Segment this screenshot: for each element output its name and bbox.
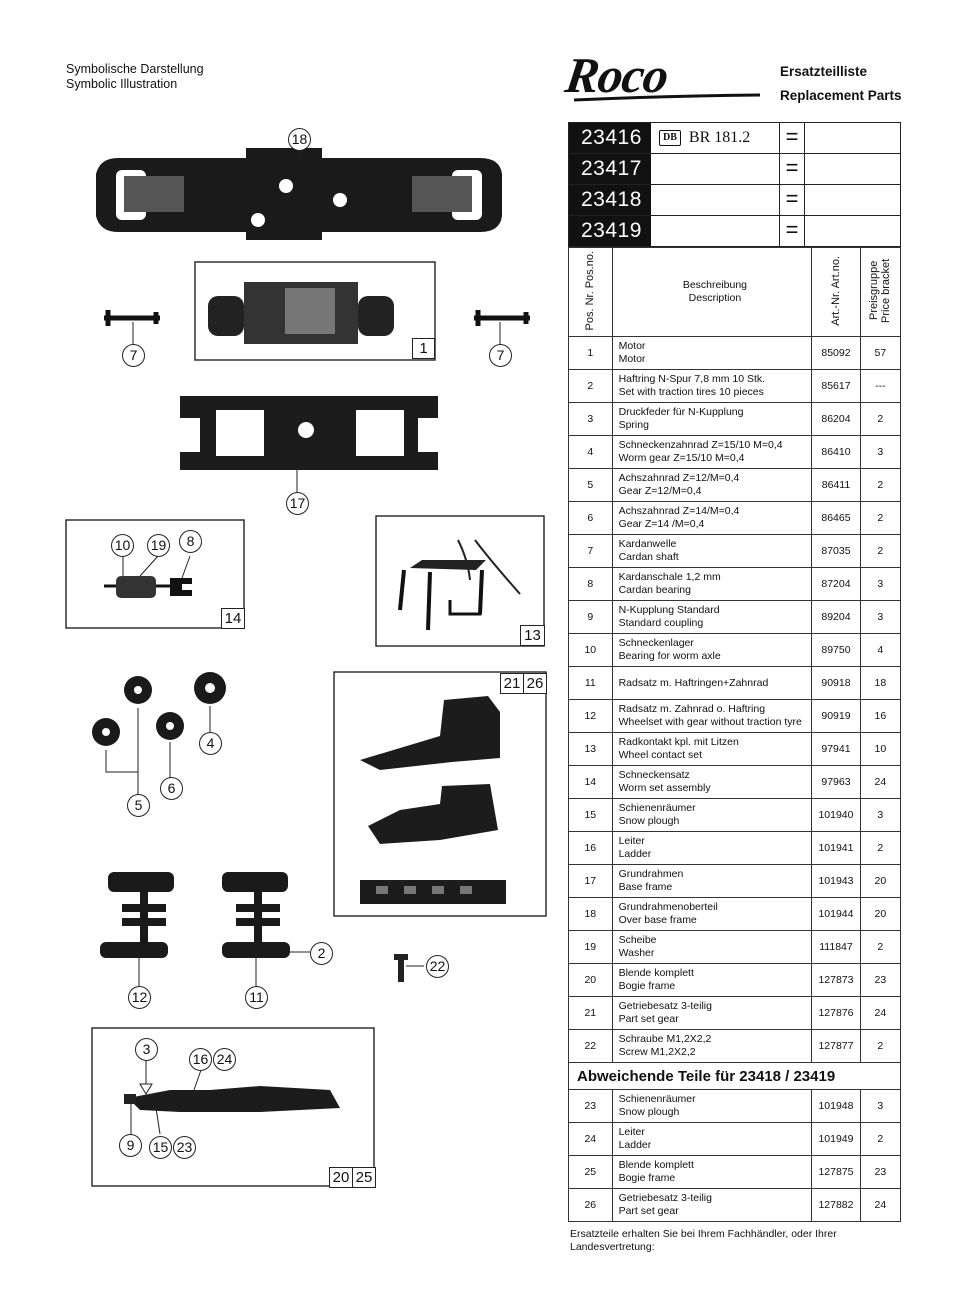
table-row <box>569 1189 901 1222</box>
row-desc-de: Getriebesatz 3-teilig <box>618 1192 712 1204</box>
tag-25: 25 <box>352 1167 376 1188</box>
row-desc-en: Motor <box>618 353 646 365</box>
row-desc-en: Worm gear Z=15/10 M=0,4 <box>618 452 745 464</box>
row-desc-de: Motor <box>618 340 646 352</box>
row-price: 3 <box>860 1090 900 1123</box>
illustration-caption <box>66 62 204 92</box>
col-desc-en: Description <box>688 292 742 304</box>
row-desc-de: Schneckenlager <box>618 637 694 649</box>
row-pos: 11 <box>569 667 613 700</box>
table-row <box>569 997 901 1030</box>
col-art: Art.-Nr. Art.no. <box>829 255 842 326</box>
tag-13: 13 <box>520 625 545 646</box>
row-art: 111847 <box>812 931 860 964</box>
article-desc <box>651 216 779 246</box>
row-art: 86411 <box>812 469 860 502</box>
row-desc-de: Kardanschale 1,2 mm <box>618 571 721 583</box>
row-desc <box>612 1090 812 1123</box>
row-desc-de: Radsatz m. Zahnrad o. Haftring <box>618 703 766 715</box>
row-pos: 4 <box>569 436 613 469</box>
tag-21: 21 <box>500 673 524 694</box>
tag-1: 1 <box>412 338 435 359</box>
row-desc <box>612 601 812 634</box>
row-price: 4 <box>860 634 900 667</box>
row-art: 127876 <box>812 997 860 1030</box>
row-desc-de: Leiter <box>618 835 645 847</box>
callout-18: 18 <box>288 128 311 151</box>
row-desc <box>612 997 812 1030</box>
row-price: 2 <box>860 403 900 436</box>
table-row <box>569 337 901 370</box>
row-desc <box>612 436 812 469</box>
tag-14: 14 <box>221 608 245 629</box>
row-pos: 3 <box>569 403 613 436</box>
footer-line1: Ersatzteile erhalten Sie bei Ihrem Fachhändler, oder Ihrer <box>570 1228 837 1240</box>
article-model: BR 181.2 <box>688 129 751 146</box>
row-desc-en: Bogie frame <box>618 980 676 992</box>
row-pos: 8 <box>569 568 613 601</box>
row-pos: 16 <box>569 832 613 865</box>
title-en: Replacement Parts <box>780 88 902 103</box>
col-desc-de: Beschreibung <box>682 279 748 291</box>
row-price: 2 <box>860 1030 900 1063</box>
callout-10: 10 <box>111 534 134 557</box>
col-price: Preisgruppe Price bracket <box>868 258 893 323</box>
row-pos: 15 <box>569 799 613 832</box>
row-desc-de: Radkontakt kpl. mit Litzen <box>618 736 739 748</box>
article-row <box>568 184 901 215</box>
parts-table <box>568 247 901 1222</box>
row-desc-de: Achszahnrad Z=12/M=0,4 <box>618 472 740 484</box>
row-desc <box>612 370 812 403</box>
tag-20: 20 <box>329 1167 353 1188</box>
row-desc <box>612 667 812 700</box>
row-desc-en: Wheelset with gear without traction tyre <box>618 716 802 728</box>
row-price: 2 <box>860 1123 900 1156</box>
roco-logo: Roco <box>562 47 672 103</box>
row-desc-de: Schneckenzahnrad Z=15/10 M=0,4 <box>618 439 783 451</box>
caption-en: Symbolic Illustration <box>66 77 178 91</box>
equals-sign: = <box>779 185 805 215</box>
row-price: 23 <box>860 964 900 997</box>
row-desc-en: Bearing for worm axle <box>618 650 721 662</box>
row-desc <box>612 799 812 832</box>
row-desc-en: Cardan bearing <box>618 584 691 596</box>
callout-3: 3 <box>135 1038 158 1061</box>
article-desc <box>651 185 779 215</box>
row-desc <box>612 898 812 931</box>
row-desc-de: Druckfeder für N-Kupplung <box>618 406 744 418</box>
row-desc-en: Washer <box>618 947 655 959</box>
row-desc-en: Ladder <box>618 1139 652 1151</box>
table-row <box>569 469 901 502</box>
table-row <box>569 1123 901 1156</box>
parts-rows-alt <box>569 1090 901 1222</box>
article-desc <box>651 123 779 153</box>
article-number: 23418 <box>569 185 651 215</box>
row-art: 101941 <box>812 832 860 865</box>
row-pos: 7 <box>569 535 613 568</box>
row-desc-de: Grundrahmen <box>618 868 684 880</box>
row-pos: 10 <box>569 634 613 667</box>
callout-22: 22 <box>426 955 449 978</box>
row-art: 85617 <box>812 370 860 403</box>
row-desc-de: Grundrahmenoberteil <box>618 901 718 913</box>
row-desc <box>612 700 812 733</box>
row-desc-en: Ladder <box>618 848 652 860</box>
table-row <box>569 667 901 700</box>
row-price: 24 <box>860 997 900 1030</box>
callout-6: 6 <box>160 777 183 800</box>
subheading: Abweichende Teile für 23418 / 23419 <box>569 1063 901 1090</box>
row-desc <box>612 502 812 535</box>
row-desc-en: Standard coupling <box>618 617 704 629</box>
table-row <box>569 436 901 469</box>
row-desc <box>612 568 812 601</box>
document-title <box>780 60 902 108</box>
row-price: 20 <box>860 865 900 898</box>
row-art: 127882 <box>812 1189 860 1222</box>
row-art: 101944 <box>812 898 860 931</box>
article-number: 23419 <box>569 216 651 246</box>
row-desc-de: Radsatz m. Haftringen+Zahnrad <box>618 676 769 689</box>
row-art: 101948 <box>812 1090 860 1123</box>
row-pos: 14 <box>569 766 613 799</box>
row-art: 86204 <box>812 403 860 436</box>
callout-5: 5 <box>127 794 150 817</box>
callout-7: 7 <box>489 344 512 367</box>
col-pos: Pos. Nr. Pos.no. <box>584 250 597 331</box>
equals-sign: = <box>779 154 805 184</box>
row-desc-en: Set with traction tires 10 pieces <box>618 386 764 398</box>
row-art: 97941 <box>812 733 860 766</box>
row-pos: 6 <box>569 502 613 535</box>
article-number: 23416 <box>569 123 651 153</box>
row-desc <box>612 733 812 766</box>
row-price: 2 <box>860 931 900 964</box>
row-desc-en: Gear Z=12/M=0,4 <box>618 485 702 497</box>
parts-rows <box>569 337 901 1063</box>
row-desc-en: Screw M1,2X2,2 <box>618 1046 696 1058</box>
table-row <box>569 898 901 931</box>
row-price: 20 <box>860 898 900 931</box>
article-number: 23417 <box>569 154 651 184</box>
row-art: 86465 <box>812 502 860 535</box>
row-desc-de: Schraube M1,2X2,2 <box>618 1033 712 1045</box>
row-pos: 23 <box>569 1090 613 1123</box>
row-art: 101943 <box>812 865 860 898</box>
row-price: 2 <box>860 502 900 535</box>
callout-2: 2 <box>310 942 333 965</box>
callout-16: 16 <box>189 1048 212 1071</box>
row-desc-en: Snow plough <box>618 815 680 827</box>
article-block <box>568 122 901 247</box>
table-row <box>569 766 901 799</box>
article-row <box>568 122 901 153</box>
row-price: 3 <box>860 436 900 469</box>
table-row <box>569 865 901 898</box>
table-row <box>569 370 901 403</box>
equals-sign: = <box>779 216 805 246</box>
table-row <box>569 634 901 667</box>
row-desc-de: Schienenräumer <box>618 802 696 814</box>
row-desc <box>612 634 812 667</box>
row-price: 24 <box>860 1189 900 1222</box>
row-desc-en: Snow plough <box>618 1106 680 1118</box>
row-price: 24 <box>860 766 900 799</box>
callout-4: 4 <box>199 732 222 755</box>
row-price: 2 <box>860 469 900 502</box>
caption-de: Symbolische Darstellung <box>66 62 204 76</box>
callout-15: 15 <box>149 1136 172 1159</box>
table-row <box>569 502 901 535</box>
row-desc <box>612 832 812 865</box>
callout-24: 24 <box>213 1048 236 1071</box>
table-row <box>569 535 901 568</box>
row-art: 89204 <box>812 601 860 634</box>
row-desc-en: Gear Z=14 /M=0,4 <box>618 518 705 530</box>
footer-note <box>570 1228 837 1254</box>
row-desc-de: Schienenräumer <box>618 1093 696 1105</box>
table-row <box>569 733 901 766</box>
db-badge: DB <box>659 130 681 146</box>
row-desc <box>612 1123 812 1156</box>
row-desc-de: Kardanwelle <box>618 538 677 550</box>
row-desc-en: Over base frame <box>618 914 697 926</box>
row-desc <box>612 469 812 502</box>
table-row <box>569 1156 901 1189</box>
callout-23: 23 <box>173 1136 196 1159</box>
row-art: 87035 <box>812 535 860 568</box>
parts-list <box>568 122 901 1222</box>
table-row <box>569 700 901 733</box>
table-row <box>569 799 901 832</box>
table-row <box>569 403 901 436</box>
row-desc-en: Spring <box>618 419 649 431</box>
row-art: 89750 <box>812 634 860 667</box>
row-desc-en: Cardan shaft <box>618 551 679 563</box>
row-art: 87204 <box>812 568 860 601</box>
row-desc <box>612 1156 812 1189</box>
row-desc-en: Part set gear <box>618 1013 679 1025</box>
row-pos: 24 <box>569 1123 613 1156</box>
row-price: 23 <box>860 1156 900 1189</box>
row-pos: 1 <box>569 337 613 370</box>
row-desc <box>612 865 812 898</box>
title-de: Ersatzteilliste <box>780 64 868 79</box>
row-price: 57 <box>860 337 900 370</box>
callout-11: 11 <box>245 986 268 1009</box>
row-desc-de: Blende komplett <box>618 1159 694 1171</box>
row-desc-de: N-Kupplung Standard <box>618 604 720 616</box>
row-desc <box>612 337 812 370</box>
row-art: 127873 <box>812 964 860 997</box>
row-art: 85092 <box>812 337 860 370</box>
callout-8: 8 <box>179 530 202 553</box>
row-desc <box>612 403 812 436</box>
row-desc <box>612 1189 812 1222</box>
row-desc <box>612 964 812 997</box>
row-pos: 21 <box>569 997 613 1030</box>
row-pos: 12 <box>569 700 613 733</box>
table-row <box>569 1030 901 1063</box>
row-desc-de: Blende komplett <box>618 967 694 979</box>
row-pos: 5 <box>569 469 613 502</box>
row-price: 3 <box>860 601 900 634</box>
row-pos: 26 <box>569 1189 613 1222</box>
equals-sign: = <box>779 123 805 153</box>
row-pos: 18 <box>569 898 613 931</box>
row-price: 10 <box>860 733 900 766</box>
row-pos: 25 <box>569 1156 613 1189</box>
logo-swash <box>572 94 762 104</box>
row-price: 16 <box>860 700 900 733</box>
row-art: 101940 <box>812 799 860 832</box>
row-pos: 17 <box>569 865 613 898</box>
row-price: 2 <box>860 832 900 865</box>
row-desc-en: Base frame <box>618 881 673 893</box>
row-price: 2 <box>860 535 900 568</box>
article-row <box>568 215 901 247</box>
row-desc <box>612 1030 812 1063</box>
callout-12: 12 <box>128 986 151 1009</box>
row-desc-de: Haftring N-Spur 7,8 mm 10 Stk. <box>618 373 766 385</box>
row-price: 18 <box>860 667 900 700</box>
row-art: 86410 <box>812 436 860 469</box>
row-desc-en: Worm set assembly <box>618 782 711 794</box>
row-price: 3 <box>860 799 900 832</box>
footer-line2: Landesvertretung: <box>570 1241 655 1253</box>
row-desc-de: Schneckensatz <box>618 769 690 781</box>
row-pos: 2 <box>569 370 613 403</box>
row-art: 101949 <box>812 1123 860 1156</box>
row-art: 127875 <box>812 1156 860 1189</box>
row-desc-en: Part set gear <box>618 1205 679 1217</box>
row-desc-en: Bogie frame <box>618 1172 676 1184</box>
row-desc-de: Getriebesatz 3-teilig <box>618 1000 712 1012</box>
table-row <box>569 832 901 865</box>
row-pos: 20 <box>569 964 613 997</box>
row-desc-en: Wheel contact set <box>618 749 703 761</box>
row-desc-de: Leiter <box>618 1126 645 1138</box>
row-desc <box>612 766 812 799</box>
row-desc <box>612 931 812 964</box>
row-pos: 9 <box>569 601 613 634</box>
article-desc <box>651 154 779 184</box>
callout-19: 19 <box>147 534 170 557</box>
row-pos: 13 <box>569 733 613 766</box>
table-header <box>569 248 901 337</box>
table-row <box>569 601 901 634</box>
table-row <box>569 931 901 964</box>
table-row <box>569 964 901 997</box>
article-row <box>568 153 901 184</box>
tag-26: 26 <box>523 673 547 694</box>
callout-7: 7 <box>122 344 145 367</box>
row-desc-de: Scheibe <box>618 934 657 946</box>
row-desc <box>612 535 812 568</box>
row-art: 97963 <box>812 766 860 799</box>
row-price: --- <box>860 370 900 403</box>
row-desc-de: Achszahnrad Z=14/M=0,4 <box>618 505 740 517</box>
row-art: 90918 <box>812 667 860 700</box>
table-row <box>569 1090 901 1123</box>
row-pos: 22 <box>569 1030 613 1063</box>
table-row <box>569 568 901 601</box>
callout-17: 17 <box>286 492 309 515</box>
callout-9: 9 <box>119 1134 142 1157</box>
row-art: 90919 <box>812 700 860 733</box>
row-art: 127877 <box>812 1030 860 1063</box>
row-pos: 19 <box>569 931 613 964</box>
row-price: 3 <box>860 568 900 601</box>
